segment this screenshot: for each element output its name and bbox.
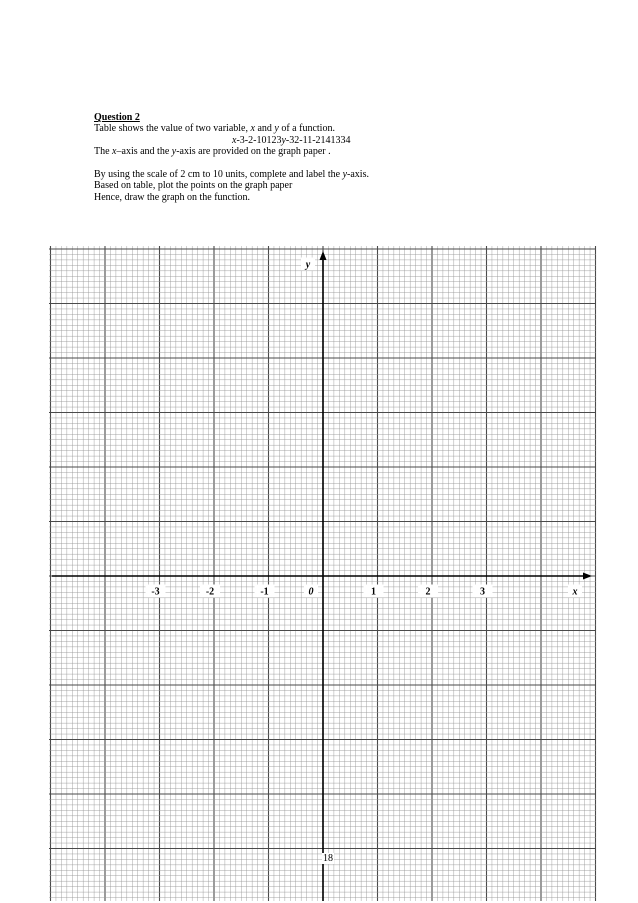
table-y-values: -32-11-2141334 (285, 134, 351, 146)
x-tick-label: 3 (480, 586, 485, 598)
question-intro: Table shows the value of two variable, x and y of a function. (94, 123, 335, 135)
x-axis-arrow-icon (583, 573, 592, 580)
table-y-label: y (281, 134, 286, 146)
x-tick-label: -3 (151, 586, 160, 598)
draw-instruction: Hence, draw the graph on the function. (94, 191, 251, 203)
table-x-values: -3-2-10123 (236, 134, 282, 146)
origin-label: 0 (308, 586, 314, 598)
x-tick-label: -1 (260, 586, 269, 598)
graph-labels (146, 258, 583, 598)
x-axis-name: x (572, 586, 578, 598)
plot-instruction: Based on table, plot the points on the graph paper (94, 180, 293, 192)
y-axis-arrow-icon (320, 251, 327, 260)
page-number: 18 (323, 853, 333, 864)
table-x-label: x (232, 134, 237, 146)
x-tick-label: -2 (205, 586, 215, 598)
question-title: Question 2 (94, 112, 140, 123)
axes-note: The x–axis and the y-axis are provided on the graph paper . (94, 146, 331, 158)
graph-axes (52, 251, 592, 901)
x-tick-label: 1 (371, 586, 376, 598)
scale-instruction: By using the scale of 2 cm to 10 units, complete and label the y-axis. (94, 169, 369, 181)
x-tick-label: 2 (425, 586, 431, 598)
y-axis-name: y (305, 259, 311, 271)
